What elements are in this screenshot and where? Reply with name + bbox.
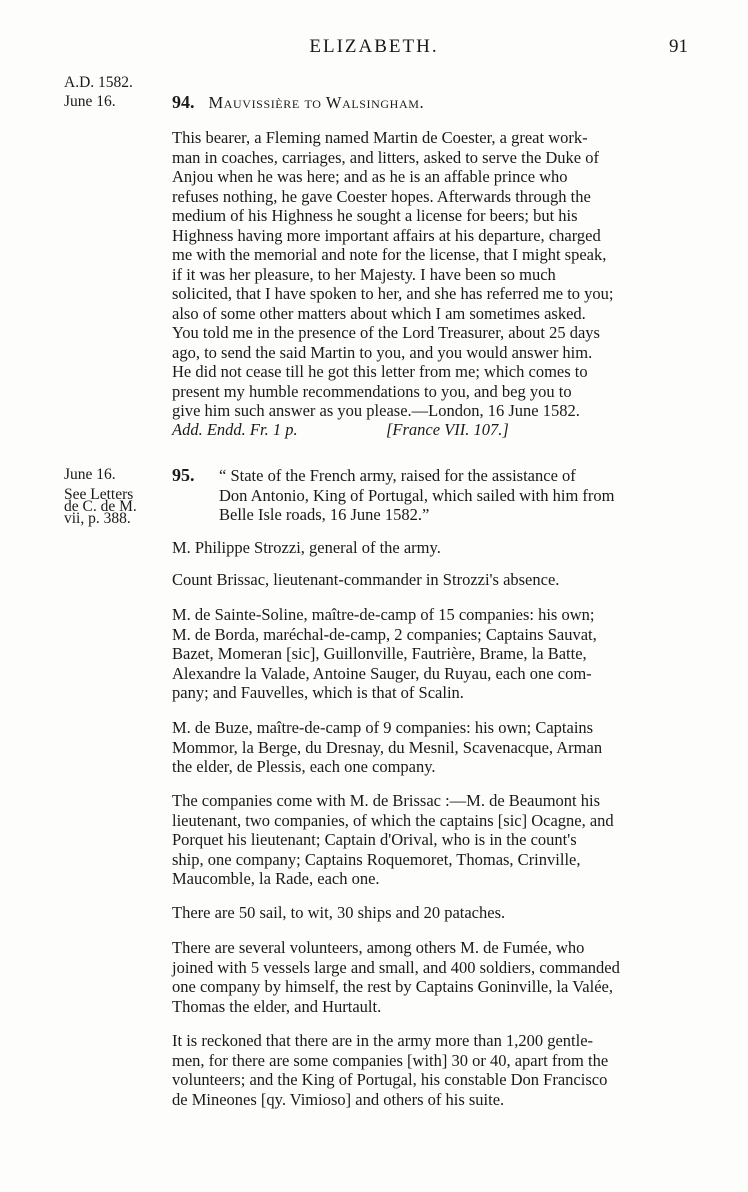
margin-date-94: June 16.: [64, 93, 116, 110]
body-line: Bazet, Momeran [sic], Guillonville, Fautrière, Brame, la Batte,: [172, 644, 587, 663]
paragraph-7: [172, 938, 692, 1016]
paragraph-6: There are 50 sail, to wit, 30 ships and 20 pataches.: [172, 903, 506, 922]
body-line: ago, to send the said Martin to you, and you would answer him.: [172, 342, 593, 362]
body-line: Anjou when he was here; and as he is an affable prince who: [172, 167, 568, 186]
body-line: refuses nothing, he gave Coester hopes. Afterwards through the: [172, 186, 591, 206]
body-line: M. de Buze, maître-de-camp of 9 companies: his own; Captains: [172, 718, 594, 737]
entry-94-body: [172, 128, 692, 421]
paragraph-4: [172, 718, 692, 777]
body-line: pany; and Fauvelles, which is that of Scalin.: [172, 683, 464, 702]
body-line: give him such answer as you please.—London, 16 June 1582.: [172, 401, 580, 420]
body-line: the elder, de Plessis, each one company.: [172, 757, 436, 776]
body-line: also of some other matters about which I am sometimes asked.: [172, 303, 586, 323]
quote-line: Don Antonio, King of Portugal, which sailed with him from: [219, 485, 615, 505]
margin-note-2: de C. de M.: [64, 498, 137, 515]
body-line: M. de Sainte-Soline, maître-de-camp of 15 companies: his own;: [172, 605, 595, 624]
body-line: You told me in the presence of the Lord Treasurer, about 25 days: [172, 323, 600, 342]
entry-94-heading: [172, 93, 692, 113]
body-line: volunteers; and the King of Portugal, his constable Don Francisco: [172, 1070, 608, 1089]
body-line: Highness having more important affairs at his departure, charged: [172, 225, 601, 245]
body-line: medium of his Highness he sought a license for beers; but his: [172, 206, 578, 225]
entry-95-heading: [219, 466, 692, 525]
entry-94-source-a: Add. Endd. Fr. 1 p.: [172, 420, 298, 439]
body-line: Alexandre la Valade, Antoine Sauger, du Ruyau, each one com-: [172, 663, 592, 683]
entry-title: Mauvissière to Walsingham.: [208, 93, 425, 112]
body-line: He did not cease till he got this letter from me; which comes to: [172, 362, 588, 381]
body-line: solicited, that I have spoken to her, and she has referred me to you;: [172, 284, 614, 303]
body-line: Porquet his lieutenant; Captain d'Orival, who is in the count's: [172, 830, 577, 849]
body-line: Maucomble, la Rade, each one.: [172, 869, 380, 888]
margin-date-95: June 16.: [64, 466, 116, 483]
quote-line: “ State of the French army, raised for the assistance of: [219, 466, 576, 485]
entry-number: 94.: [172, 92, 195, 112]
body-line: Mommor, la Berge, du Dresnay, du Mesnil, Scavenacque, Arman: [172, 737, 603, 757]
body-line: men, for there are some companies [with] 30 or 40, apart from the: [172, 1050, 609, 1070]
body-line: This bearer, a Fleming named Martin de Coester, a great work-: [172, 128, 588, 147]
body-line: It is reckoned that there are in the army more than 1,200 gentle-: [172, 1031, 594, 1050]
entry-number: 95.: [172, 465, 195, 485]
body-line: joined with 5 vessels large and small, and 400 soldiers, commanded: [172, 957, 620, 977]
margin-year: A.D. 1582.: [64, 74, 133, 91]
paragraph-2: Count Brissac, lieutenant-commander in Strozzi's absence.: [172, 570, 560, 589]
body-line: de Mineones [qy. Vimioso] and others of his suite.: [172, 1089, 505, 1109]
page-number: 91: [669, 36, 688, 57]
paragraph-8: [172, 1031, 692, 1109]
margin-note-1: See Letters: [64, 486, 134, 503]
body-line: me with the memorial and note for the license, that I might speak,: [172, 245, 607, 264]
paragraph-3: [172, 605, 692, 703]
body-line: Thomas the elder, and Hurtault.: [172, 996, 382, 1016]
body-line: if it was her pleasure, to her Majesty. I have been so much: [172, 264, 556, 284]
body-line: ship, one company; Captains Roquemoret, Thomas, Crinville,: [172, 849, 581, 869]
paragraph-1: M. Philippe Strozzi, general of the army.: [172, 538, 441, 557]
quote-line: Belle Isle roads, 16 June 1582.”: [219, 505, 430, 524]
paragraph-5: [172, 791, 692, 889]
entry-94-source-b: [France VII. 107.]: [386, 420, 509, 439]
body-line: The companies come with M. de Brissac :—M. de Beaumont his: [172, 791, 601, 810]
body-line: M. de Borda, maréchal-de-camp, 2 companies; Captains Sauvat,: [172, 624, 597, 644]
body-line: one company by himself, the rest by Captains Goninville, la Valée,: [172, 977, 613, 996]
body-line: man in coaches, carriages, and litters, asked to serve the Duke of: [172, 147, 600, 167]
margin-note-3: vii, p. 388.: [64, 510, 131, 527]
body-line: lieutenant, two companies, of which the captains [sic] Ocagne, and: [172, 810, 614, 830]
body-line: There are several volunteers, among others M. de Fumée, who: [172, 938, 585, 957]
running-title: ELIZABETH.: [309, 36, 439, 57]
body-line: present my humble recommendations to you, and beg you to: [172, 381, 572, 401]
